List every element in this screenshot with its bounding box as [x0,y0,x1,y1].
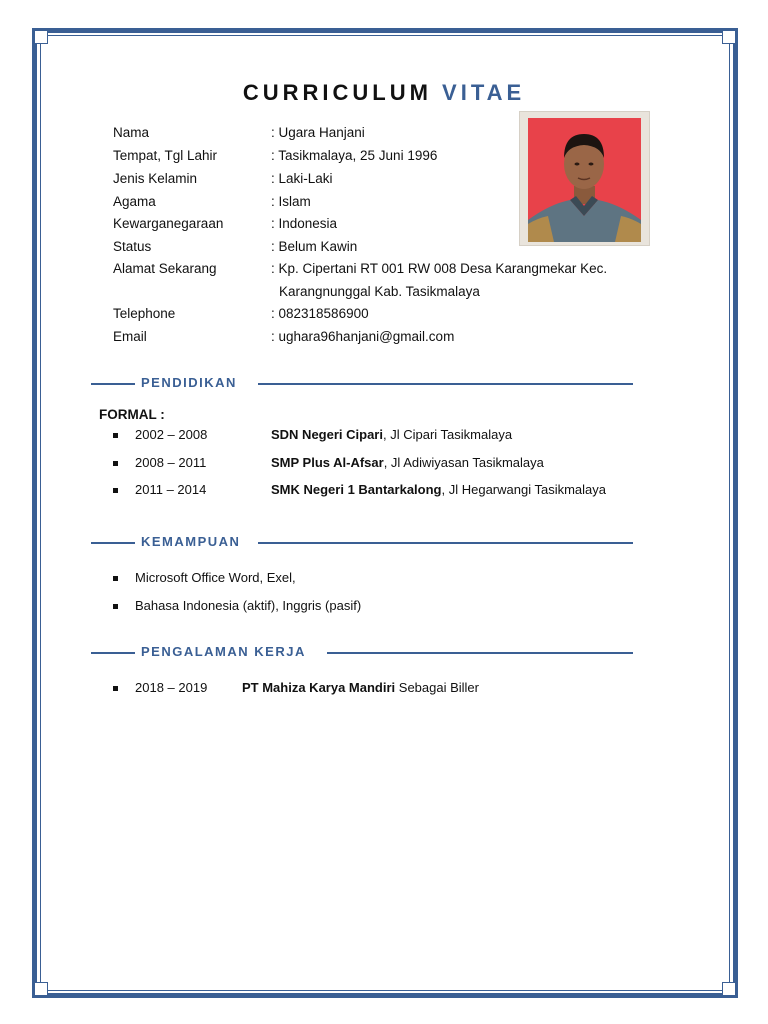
border-corner-bottom-left [34,982,48,996]
education-location: , Jl Adiwiyasan Tasikmalaya [383,455,544,470]
bullet-icon [113,604,118,609]
experience-years: 2018 – 2019 [135,680,208,695]
bio-value: : Laki-Laki [271,171,333,186]
education-entry [271,427,512,442]
education-entry [271,455,544,470]
education-years: 2011 – 2014 [135,482,207,497]
bio-label: Alamat Sekarang [113,261,217,276]
bio-value: Karangnunggal Kab. Tasikmalaya [279,284,480,299]
bio-label: Agama [113,194,156,209]
portrait-image [520,112,649,245]
experience-entry [242,680,479,695]
education-years: 2002 – 2008 [135,427,208,442]
bullet-icon [113,433,118,438]
bio-label: Kewarganegaraan [113,216,224,231]
section-rule-right [327,652,633,654]
bio-value: : Indonesia [271,216,338,231]
bio-value: : Ugara Hanjani [271,125,365,140]
education-school: SMK Negeri 1 Bantarkalong [271,482,442,497]
bio-label: Jenis Kelamin [113,171,198,186]
profile-photo [519,111,650,246]
bio-label: Nama [113,125,150,140]
bullet-icon [113,576,118,581]
bio-value: : Belum Kawin [271,239,358,254]
education-location: , Jl Cipari Tasikmalaya [382,427,513,442]
experience-role: Sebagai Biller [395,680,479,695]
experience-company: PT Mahiza Karya Mandiri [242,680,396,695]
bio-label: Status [113,239,152,254]
section-rule-left [91,652,135,654]
section-title-pengalaman: PENGALAMAN KERJA [141,644,306,659]
page-title [0,80,768,106]
section-rule-right [258,383,633,385]
bio-label: Telephone [113,306,176,321]
title-part-1: CURRICULUM [242,80,432,105]
bullet-icon [113,686,118,691]
bio-value: : 082318586900 [271,306,369,321]
bio-value: : Tasikmalaya, 25 Juni 1996 [271,148,438,163]
formal-label: FORMAL : [99,407,165,422]
bio-label: Tempat, Tgl Lahir [113,148,218,163]
section-title-kemampuan: KEMAMPUAN [141,534,241,549]
education-school: SDN Negeri Cipari [271,427,383,442]
education-location: , Jl Hegarwangi Tasikmalaya [441,482,606,497]
skill-item: Bahasa Indonesia (aktif), Inggris (pasif) [135,598,362,613]
border-corner-top-left [34,30,48,44]
bio-value: : ughara96hanjani@gmail.com [271,329,455,344]
bio-value: : Islam [271,194,311,209]
border-corner-top-right [722,30,736,44]
bullet-icon [113,488,118,493]
title-part-2: VITAE [442,80,526,105]
education-school: SMP Plus Al-Afsar [271,455,384,470]
section-rule-left [91,542,135,544]
bio-label: Email [113,329,147,344]
skill-item: Microsoft Office Word, Exel, [135,570,296,585]
section-title-pendidikan: PENDIDIKAN [141,375,237,390]
border-corner-bottom-right [722,982,736,996]
bio-value: : Kp. Cipertani RT 001 RW 008 Desa Karangmekar Kec. [271,261,608,276]
education-entry [271,482,606,497]
bullet-icon [113,461,118,466]
section-rule-left [91,383,135,385]
education-years: 2008 – 2011 [135,455,207,470]
section-rule-right [258,542,633,544]
